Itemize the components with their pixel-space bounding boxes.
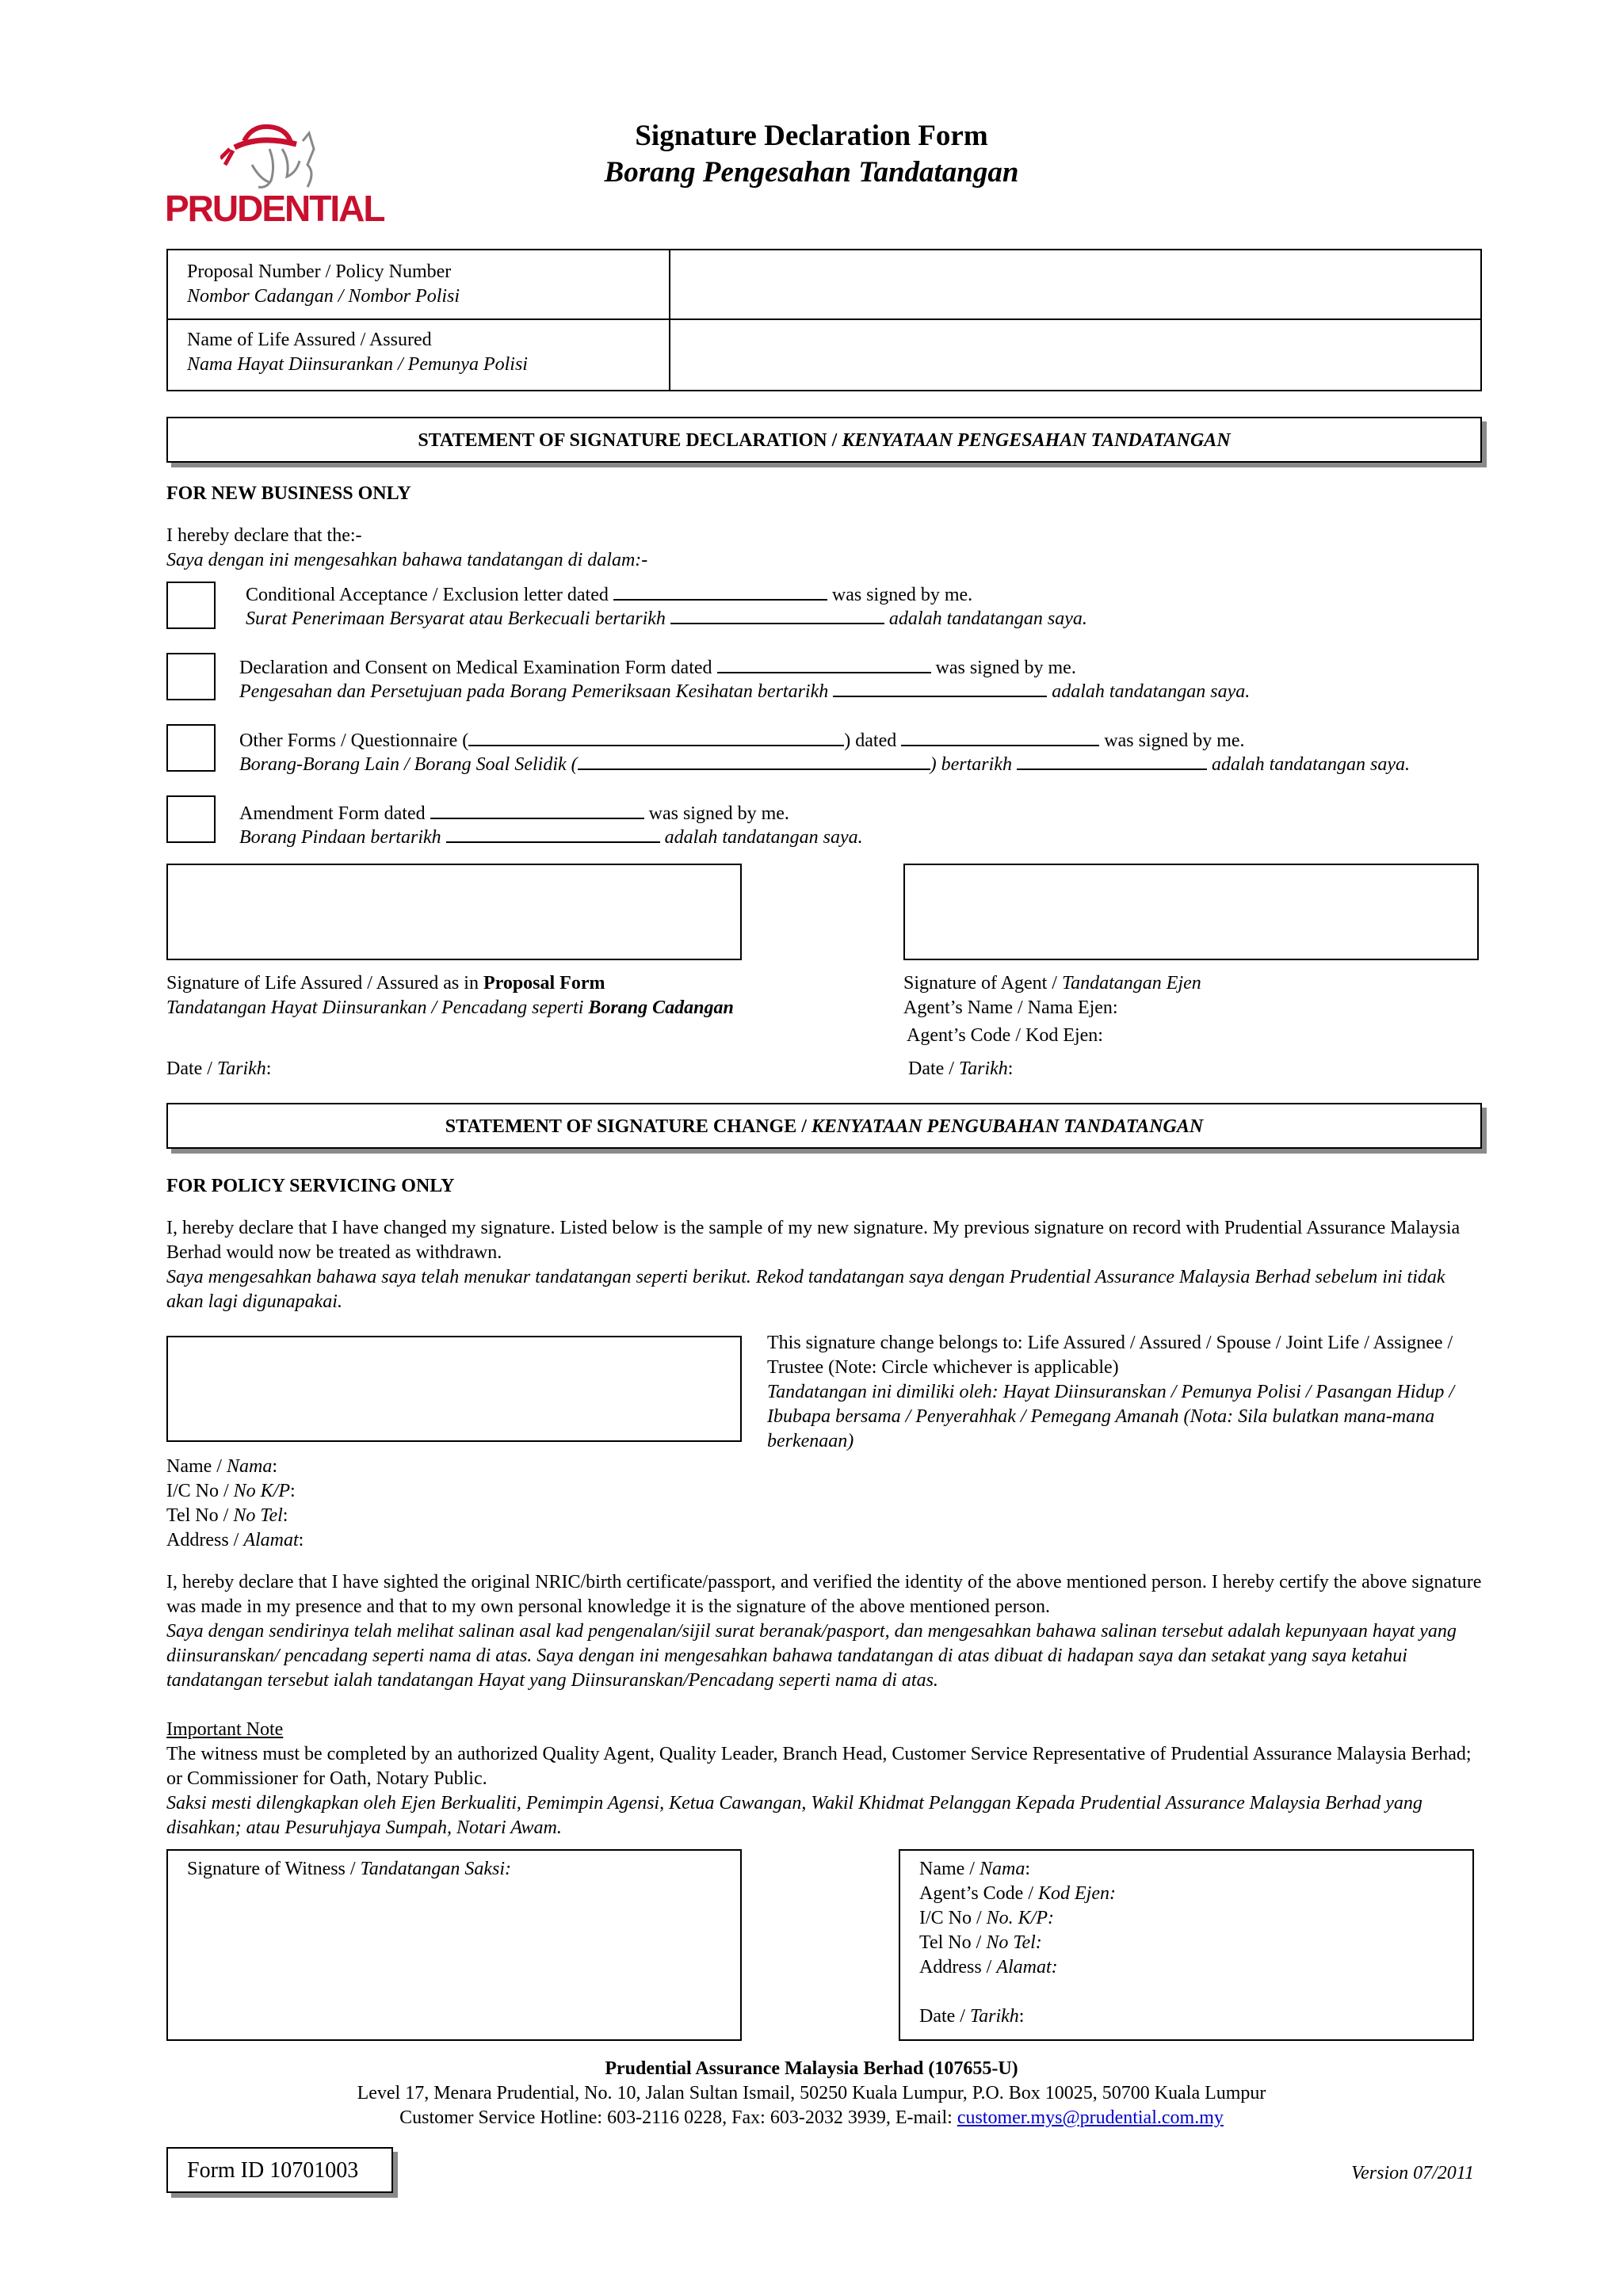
footer-contact: Customer Service Hotline: 603-2116 0228, Fax: 603-2032 3939, E-mail: customer.mys@prudential.com.my bbox=[399, 2107, 1224, 2128]
item-medical-examination-malay: Pengesahan dan Persetujuan pada Borang Pemeriksaan Kesihatan bertarikh adalah tandatangan saya. bbox=[239, 678, 1250, 704]
important-note-text: The witness must be completed by an authorized Quality Agent, Quality Leader, Branch Head, Customer Service Representative of Prudential Assurance Malaysia Berhad; or Commissioner for Oath, Notary Public. bbox=[166, 1744, 1472, 1789]
form-name-blank[interactable] bbox=[468, 727, 844, 746]
life-assured-name-field[interactable] bbox=[672, 322, 1479, 388]
section-heading-malay: KENYATAAN PENGESAHAN TANDATANGAN bbox=[842, 430, 1231, 451]
checkbox-conditional-acceptance[interactable] bbox=[166, 582, 216, 629]
section-signature-change bbox=[166, 1103, 1482, 1149]
section-heading-en: STATEMENT OF SIGNATURE CHANGE / bbox=[445, 1116, 812, 1137]
date-label-agent: Date / Tarikh: bbox=[908, 1058, 1014, 1079]
date-blank[interactable] bbox=[717, 654, 931, 673]
section-heading-malay: KENYATAAN PENGUBAHAN TANDATANGAN bbox=[811, 1116, 1204, 1137]
signature-belongs-to: This signature change belongs to: Life Assured / Assured / Spouse / Joint Life / Assignee / Trustee (Note: Circle whichever is applicable) bbox=[767, 1333, 1453, 1378]
item-other-forms-malay: Borang-Borang Lain / Borang Soal Selidik ( ) bertarikh adalah tandatangan saya. bbox=[239, 751, 1410, 777]
checkbox-other-forms[interactable] bbox=[166, 724, 216, 772]
holder-address-label: Address / Alamat: bbox=[166, 1530, 304, 1550]
important-note-text-malay: Saksi mesti dilengkapkan oleh Ejen Berkualiti, Pemimpin Agensi, Ketua Cawangan, Wakil Khidmat Pelanggan Kepada Prudential Assurance Malaysia Berhad yang disahkan; atau Pesuruhjaya Sumpah, Notari Awam. bbox=[166, 1793, 1423, 1838]
proposal-number-label-malay: Nombor Cadangan / Nombor Polisi bbox=[187, 286, 460, 307]
item-amendment-form-malay: Borang Pindaan bertarikh adalah tandatangan saya. bbox=[239, 824, 863, 850]
section-heading-en: STATEMENT OF SIGNATURE DECLARATION / bbox=[418, 430, 842, 451]
checkbox-amendment-form[interactable] bbox=[166, 795, 216, 843]
witness-tel-label: Tel No / No Tel: bbox=[919, 1932, 1042, 1953]
form-name-blank[interactable] bbox=[578, 751, 930, 770]
agent-code-label: Agent’s Code / Kod Ejen: bbox=[907, 1025, 1103, 1046]
footer-company: Prudential Assurance Malaysia Berhad (107655-U) bbox=[605, 2058, 1018, 2079]
date-blank[interactable] bbox=[1017, 751, 1207, 770]
date-blank[interactable] bbox=[901, 727, 1099, 746]
witness-agent-code-label: Agent’s Code / Kod Ejen: bbox=[919, 1883, 1116, 1904]
form-id-box bbox=[166, 2147, 393, 2193]
form-title: Signature Declaration Form bbox=[635, 120, 988, 152]
declare-text: I hereby declare that the:- bbox=[166, 525, 362, 546]
witness-name-label: Name / Nama: bbox=[919, 1859, 1030, 1879]
date-blank[interactable] bbox=[613, 582, 827, 601]
witness-date-label: Date / Tarikh: bbox=[919, 2006, 1025, 2027]
sighted-declaration: I, hereby declare that I have sighted the original NRIC/birth certificate/passport, and verified the identity of the above mentioned person. I hereby certify the above signature was made in my presence and that to my own personal knowledge it is the signature of the above mentioned person. bbox=[166, 1572, 1482, 1617]
prudence-head-icon bbox=[220, 117, 323, 193]
date-label-assured: Date / Tarikh: bbox=[166, 1058, 272, 1079]
holder-ic-label: I/C No / No K/P: bbox=[166, 1481, 296, 1501]
life-assured-signature-label: Signature of Life Assured / Assured as in Proposal Form bbox=[166, 973, 605, 994]
item-conditional-acceptance: Conditional Acceptance / Exclusion letter dated was signed by me. bbox=[246, 582, 972, 608]
witness-ic-label: I/C No / No. K/P: bbox=[919, 1908, 1055, 1928]
email-link[interactable]: customer.mys@prudential.com.my bbox=[957, 2107, 1224, 2128]
holder-tel-label: Tel No / No Tel: bbox=[166, 1505, 288, 1526]
item-medical-examination: Declaration and Consent on Medical Examination Form dated was signed by me. bbox=[239, 654, 1076, 681]
proposal-number-label: Proposal Number / Policy Number bbox=[187, 261, 452, 282]
holder-name-label: Name / Nama: bbox=[166, 1456, 277, 1477]
new-business-heading: FOR NEW BUSINESS ONLY bbox=[166, 483, 411, 504]
witness-signature-label: Signature of Witness / Tandatangan Saksi: bbox=[187, 1859, 512, 1879]
item-amendment-form: Amendment Form dated was signed by me. bbox=[239, 800, 789, 826]
change-declaration: I, hereby declare that I have changed my signature. Listed below is the sample of my new signature. My previous signature on record with Prudential Assurance Malaysia Berhad would now be treated as withdrawn. bbox=[166, 1218, 1461, 1263]
life-assured-signature-box[interactable] bbox=[166, 864, 742, 960]
prudential-wordmark: PRUDENTIAL bbox=[165, 188, 384, 229]
prudential-logo bbox=[165, 117, 387, 228]
witness-address-label: Address / Alamat: bbox=[919, 1957, 1058, 1978]
witness-signature-box[interactable] bbox=[166, 1849, 742, 2041]
important-note-title: Important Note bbox=[166, 1719, 284, 1740]
form-id: Form ID 10701003 bbox=[187, 2158, 359, 2183]
life-assured-signature-label-malay: Tandatangan Hayat Diinsurankan / Pencadang seperti Borang Cadangan bbox=[166, 997, 734, 1018]
proposal-number-field[interactable] bbox=[672, 252, 1479, 317]
footer-address: Level 17, Menara Prudential, No. 10, Jalan Sultan Ismail, 50250 Kuala Lumpur, P.O. Box 10025, 50700 Kuala Lumpur bbox=[357, 2083, 1266, 2103]
witness-details-box[interactable] bbox=[899, 1849, 1474, 2041]
signature-belongs-to-malay: Tandatangan ini dimiliki oleh: Hayat Diinsuranskan / Pemunya Polisi / Pasangan Hidup / Ibubapa bersama / Penyerahhak / Pemegang Amanah (Nota: Sila bulatkan mana-mana berkenaan) bbox=[767, 1382, 1455, 1451]
life-assured-name-label: Name of Life Assured / Assured bbox=[187, 330, 432, 350]
form-title-malay: Borang Pengesahan Tandatangan bbox=[604, 156, 1019, 189]
change-declaration-malay: Saya mengesahkan bahawa saya telah menukar tandatangan seperti berikut. Rekod tandatangan saya dengan Prudential Assurance Malaysia Berhad sebelum ini tidak akan lagi digunapakai. bbox=[166, 1267, 1445, 1312]
agent-signature-label: Signature of Agent / Tandatangan Ejen bbox=[903, 973, 1201, 994]
policy-servicing-heading: FOR POLICY SERVICING ONLY bbox=[166, 1176, 455, 1196]
policy-info-table bbox=[166, 249, 1482, 391]
date-blank[interactable] bbox=[670, 605, 884, 624]
declare-text-malay: Saya dengan ini mengesahkan bahawa tandatangan di dalam:- bbox=[166, 550, 648, 570]
date-blank[interactable] bbox=[430, 800, 644, 819]
date-blank[interactable] bbox=[833, 678, 1047, 697]
version-label: Version 07/2011 bbox=[1351, 2163, 1474, 2183]
checkbox-medical-examination[interactable] bbox=[166, 653, 216, 700]
item-conditional-acceptance-malay: Surat Penerimaan Bersyarat atau Berkecuali bertarikh adalah tandatangan saya. bbox=[246, 605, 1087, 631]
agent-name-label: Agent’s Name / Nama Ejen: bbox=[903, 997, 1118, 1018]
agent-signature-box[interactable] bbox=[903, 864, 1479, 960]
date-blank[interactable] bbox=[446, 824, 660, 843]
item-other-forms: Other Forms / Questionnaire ( ) dated was signed by me. bbox=[239, 727, 1245, 753]
life-assured-name-label-malay: Nama Hayat Diinsurankan / Pemunya Polisi bbox=[187, 354, 528, 375]
section-signature-declaration bbox=[166, 417, 1482, 463]
new-signature-box[interactable] bbox=[166, 1336, 742, 1442]
sighted-declaration-malay: Saya dengan sendirinya telah melihat salinan asal kad pengenalan/sijil surat beranak/pasport, dan mengesahkan bahawa salinan tersebut adalah kepunyaan hayat yang diinsuranskan/ pencadang seperti nama di atas. Saya dengan ini mengesahkan bahawa tandatangan di atas dibuat di hadapan saya dan setakat yang saya ketahui tandatangan tersebut ialah tandatangan Hayat yang Diinsuranskan/Pencadang seperti nama di atas. bbox=[166, 1621, 1457, 1691]
